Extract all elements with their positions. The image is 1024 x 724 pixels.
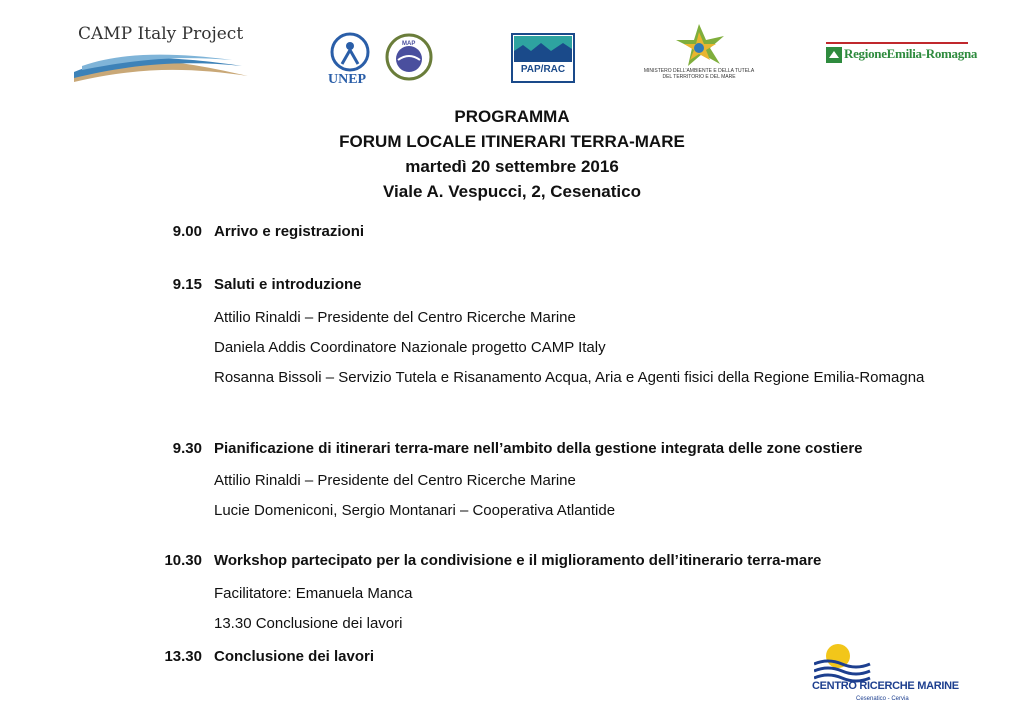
speaker: Daniela Addis Coordinatore Nazionale progetto CAMP Italy (214, 339, 606, 356)
regione-emblem-icon (826, 47, 842, 63)
program-header (0, 104, 1024, 204)
regione-text: RegioneEmilia-Romagna (844, 46, 978, 61)
map-logo (384, 32, 434, 82)
program-time: 9.15 (172, 276, 202, 293)
unep-logo (326, 32, 378, 90)
centro-subtext: Cesenatico - Cervia (856, 696, 909, 702)
program-time: 9.30 (172, 440, 202, 457)
regione-logo (826, 42, 978, 66)
regione-bar (826, 42, 968, 44)
centro-text: CENTRO RICERCHE MARINE (812, 680, 959, 692)
speaker: Lucie Domeniconi, Sergio Montanari – Cooperativa Atlantide (214, 502, 616, 519)
program-title: Pianificazione di itinerari terra-mare nell’ambito della gestione integrata delle zone costiere (214, 440, 863, 457)
program-time: 9.00 (172, 223, 202, 240)
header-forum: FORUM LOCALE ITINERARI TERRA-MARE (339, 132, 685, 151)
map-text: MAP (402, 41, 416, 47)
program-time: 10.30 (164, 552, 202, 569)
program-title: Conclusione dei lavori (214, 648, 375, 665)
star-icon (640, 22, 758, 68)
wave-icon (72, 46, 252, 86)
ministero-text: MINISTERO DELL'AMBIENTE E DELLA TUTELA DEL TERRITORIO E DEL MARE (643, 68, 755, 80)
speaker: Facilitatore: Emanuela Manca (214, 585, 413, 602)
speaker: 13.30 Conclusione dei lavori (214, 615, 403, 632)
program-title: Arrivo e registrazioni (214, 223, 365, 240)
pap-rac-logo (511, 33, 575, 83)
centro-ricerche-marine-logo (812, 640, 959, 708)
speaker: Attilio Rinaldi – Presidente del Centro Ricerche Marine (214, 472, 576, 489)
header-date: martedì 20 settembre 2016 (405, 157, 619, 176)
pap-rac-text: PAP/RAC (520, 64, 566, 75)
header-address: Viale A. Vespucci, 2, Cesenatico (383, 182, 641, 201)
camp-italy-logo (72, 24, 252, 86)
speaker: Attilio Rinaldi – Presidente del Centro Ricerche Marine (214, 309, 576, 326)
camp-logo-text: CAMP Italy Project (78, 24, 244, 44)
ministero-logo (640, 22, 758, 86)
unep-emblem-icon (326, 32, 374, 72)
program-title: Saluti e introduzione (214, 276, 362, 293)
unep-text: UNEP (328, 72, 367, 87)
sun-waves-icon (814, 640, 874, 684)
header-programma: PROGRAMMA (454, 107, 570, 126)
pap-rac-emblem-icon (511, 33, 575, 83)
speaker: Rosanna Bissoli – Servizio Tutela e Risanamento Acqua, Aria e Agenti fisici della Regione Emilia-Romagna (214, 369, 925, 386)
program-time: 13.30 (164, 648, 202, 665)
program-title: Workshop partecipato per la condivisione e il miglioramento dell’itinerario terra-mare (214, 552, 822, 569)
map-emblem-icon (384, 32, 434, 82)
